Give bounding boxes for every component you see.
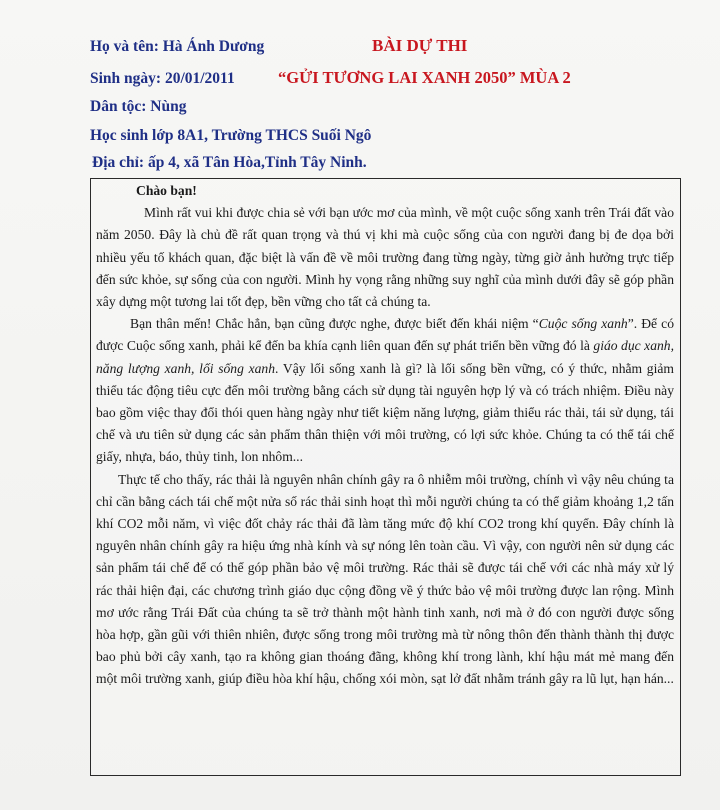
paragraph-2-emphasis-1: Cuộc sống xanh [538,316,628,332]
student-school: Học sinh lớp 8A1, Trường THCS Suối Ngô [90,127,372,144]
paragraph-2-text-a: Bạn thân mến! Chắc hẳn, bạn cũng được nghe, được biết đến khái niệm “ [130,316,539,332]
student-name: Họ và tên: Hà Ánh Dương [90,38,265,55]
paragraph-1: Mình rất vui khi được chia sẻ với bạn ước mơ của mình, về một cuộc sống xanh trên Trái đất vào năm 2050. Đây là chủ đề rất quan trọng và thú vị khi mà cuộc sống của con người đang bị đe dọa bởi nhiều yếu tố khách quan, đặc biệt là vấn đề về môi trường đang từng ngày, từng giờ ảnh hưởng trực tiếp đến sức khỏe, sự sống của con người. Mình hy vọng rằng những suy nghĩ của mình dưới đây sẽ góp phần xây dựng một tương lai tốt đẹp, bền vững cho tất cả chúng ta. [96,205,674,310]
student-dob: Sinh ngày: 20/01/2011 [90,70,235,87]
letter-body [96,180,674,691]
letter-greeting: Chào bạn! [136,183,197,198]
paragraph-2-text-b: ”. Để có được Cuộc sống xanh, phải kể đến ba khía cạnh liên quan đến sự phát triển bền vững đó là [96,316,674,354]
paragraph-2-emphasis-2: giáo dục xanh, năng lượng xanh, lối sống xanh [96,338,674,376]
paragraph-2-text-c: . Vậy lối sống xanh là gì? là lối sống bền vững, có ý thức, nhằm giảm thiểu tác động tiêu cực đến môi trường bằng cách sử dụng tài nguyên hợp lý và có trách nhiệm. Điều này bao gồm việc thay đổi thói quen hàng ngày như tiết kiệm năng lượng, giảm thiểu rác thải, tái sử dụng, tái chế và ưu tiên sử dụng các sản phẩm thân thiện với môi trường, có lợi sức khỏe. Chúng ta có thể tái chế giấy, nhựa, báo, thủy tinh, lon nhôm... [96,360,674,465]
student-ethnicity: Dân tộc: Nùng [90,98,187,115]
contest-subtitle: “GỬI TƯƠNG LAI XANH 2050” MÙA 2 [278,68,571,87]
paragraph-2 [96,313,674,468]
student-address: Địa chỉ: ấp 4, xã Tân Hòa,Tỉnh Tây Ninh. [92,154,367,171]
contest-title: BÀI DỰ THI [372,36,468,55]
paragraph-3: Thực tế cho thấy, rác thải là nguyên nhân chính gây ra ô nhiễm môi trường, chính vì vậy nêu chúng ta chỉ cần bằng cách tái chế một nửa số rác thải sinh hoạt thì mỗi người chúng ta có thể giảm khoảng 1,2 tấn khí CO2 mỗi năm, vì việc đốt chảy rác thải đã làm tăng mức độ khí CO2 trong khí quyển. Đây chính là nguyên nhân chính gây ra hiệu ứng nhà kính và sự nóng lên toàn cầu. Vì vậy, con người nên sử dụng các sản phẩm tái chế để có thể góp phần bảo vệ môi trường. Rác thải sẽ được tái chế với các nhà máy xử lý rác thải hiện đại, các chương trình giáo dục cộng đồng về ý thức bảo vệ môi trường được lan rộng. Mình mơ ước rằng Trái Đất của chúng ta sẽ trở thành một hành tinh xanh, nơi mà ở đó con người được sống hòa hợp, gần gũi với thiên nhiên, được sống trong môi trường mà từ nông thôn đến thành thành thị được bao phủ bởi cây xanh, tạo ra không gian thoáng đãng, không khí trong lành, khí hậu mát mẻ mang đến một môi trường xanh, giúp điều hòa khí hậu, chống xói mòn, sạt lở đất nhằm tránh gây ra lũ lụt, hạn hán... [96,471,674,687]
